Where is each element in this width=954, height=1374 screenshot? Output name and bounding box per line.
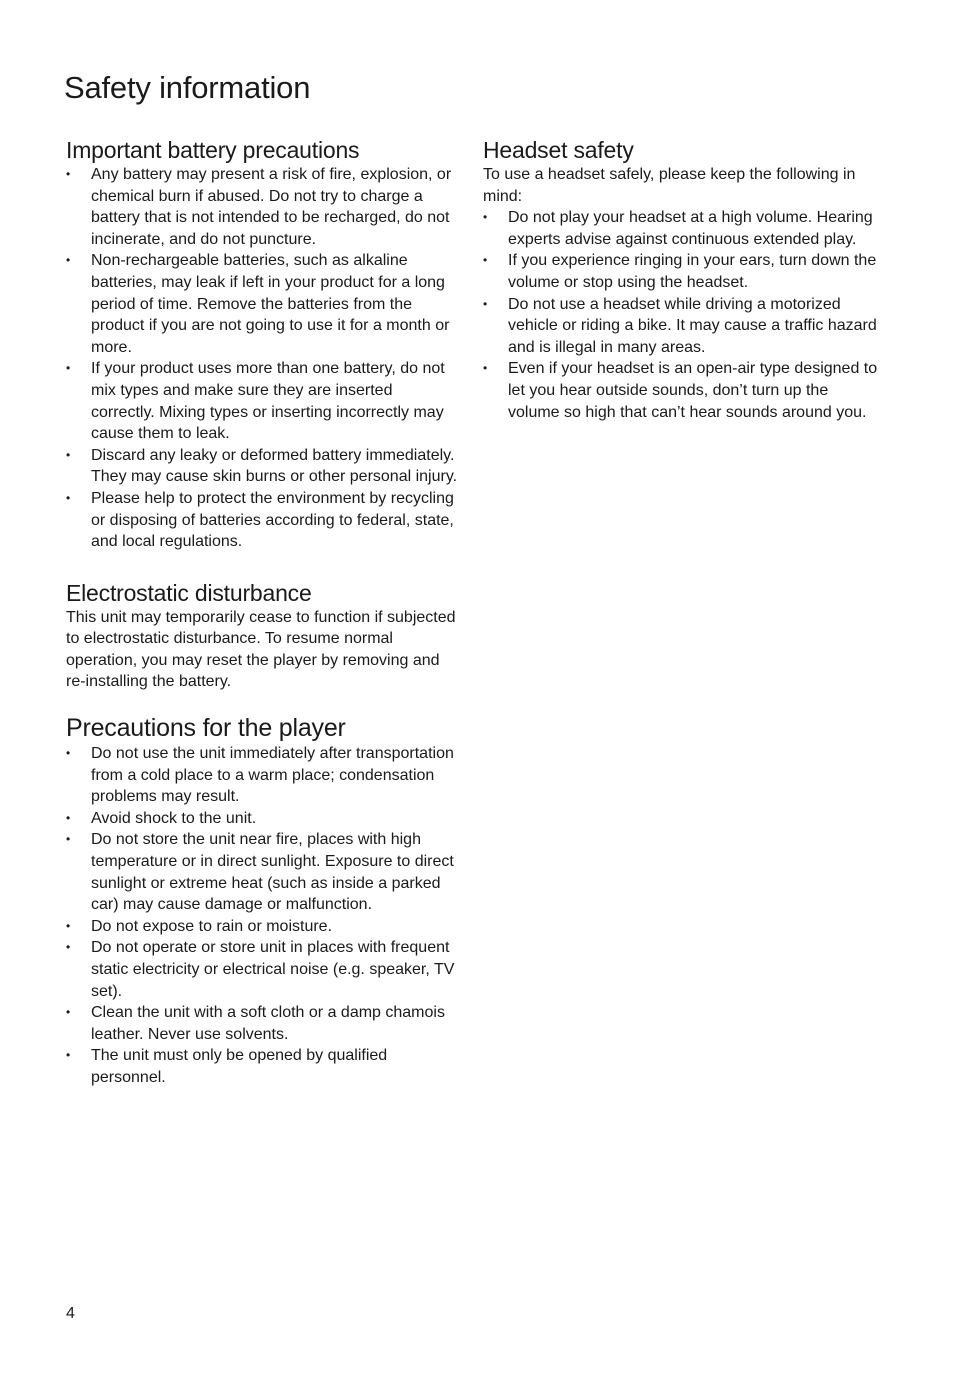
list-item: • Any battery may present a risk of fire, explosion, or chemical burn if abused. Do not try to charge a battery that is not intended to be recharged, do not incinerate, and do not puncture. — [66, 164, 458, 250]
list-item: • If your product uses more than one battery, do not mix types and make sure they are inserted correctly. Mixing types or inserting incorrectly may cause them to leak. — [66, 358, 458, 444]
player-list — [66, 743, 458, 1089]
right-column — [483, 136, 883, 423]
page-title: Safety information — [64, 70, 311, 105]
list-item: • Do not store the unit near fire, places with high temperature or in direct sunlight. Exposure to direct sunlight or extreme heat (such as inside a parked car) may cause damage or malfunction. — [66, 829, 458, 915]
list-item: • Do not expose to rain or moisture. — [66, 916, 458, 938]
list-item: • Non-rechargeable batteries, such as alkaline batteries, may leak if left in your product for a long period of time. Remove the batteries from the product if you are not going to use it for a month or more. — [66, 250, 458, 358]
electrostatic-heading: Electrostatic disturbance — [66, 579, 312, 606]
list-item: • Do not use the unit immediately after transportation from a cold place to a warm place; condensation problems may result. — [66, 743, 458, 808]
list-item: • Please help to protect the environment by recycling or disposing of batteries according to federal, state, and local regulations. — [66, 488, 458, 553]
list-item: • The unit must only be opened by qualified personnel. — [66, 1045, 458, 1088]
headset-intro: To use a headset safely, please keep the following in mind: — [483, 166, 856, 205]
battery-heading: Important battery precautions — [66, 137, 360, 163]
list-item: • If you experience ringing in your ears, turn down the volume or stop using the headset. — [483, 250, 883, 293]
left-column — [66, 136, 458, 1089]
electrostatic-text: This unit may temporarily cease to function if subjected to electrostatic disturbance. To resume normal operation, you may reset the player by removing and re-installing the battery. — [66, 608, 456, 691]
list-item: • Avoid shock to the unit. — [66, 808, 458, 830]
headset-section — [483, 136, 883, 423]
battery-section — [66, 136, 458, 553]
headset-list — [483, 207, 883, 423]
list-item: • Even if your headset is an open-air type designed to let you hear outside sounds, don’t turn up the volume so high that can’t hear sounds around you. — [483, 358, 883, 423]
list-item: • Clean the unit with a soft cloth or a damp chamois leather. Never use solvents. — [66, 1002, 458, 1045]
list-item: • Do not use a headset while driving a motorized vehicle or riding a bike. It may cause a traffic hazard and is illegal in many areas. — [483, 294, 883, 359]
player-heading: Precautions for the player — [66, 714, 346, 743]
list-item: • Do not play your headset at a high volume. Hearing experts advise against continuous extended play. — [483, 207, 883, 250]
list-item: • Discard any leaky or deformed battery immediately. They may cause skin burns or other personal injury. — [66, 445, 458, 488]
electrostatic-section — [66, 579, 458, 693]
page-number: 4 — [66, 1305, 75, 1322]
battery-list — [66, 164, 458, 553]
list-item: • Do not operate or store unit in places with frequent static electricity or electrical noise (e.g. speaker, TV set). — [66, 937, 458, 1002]
headset-heading: Headset safety — [483, 137, 634, 163]
player-section — [66, 713, 458, 1089]
